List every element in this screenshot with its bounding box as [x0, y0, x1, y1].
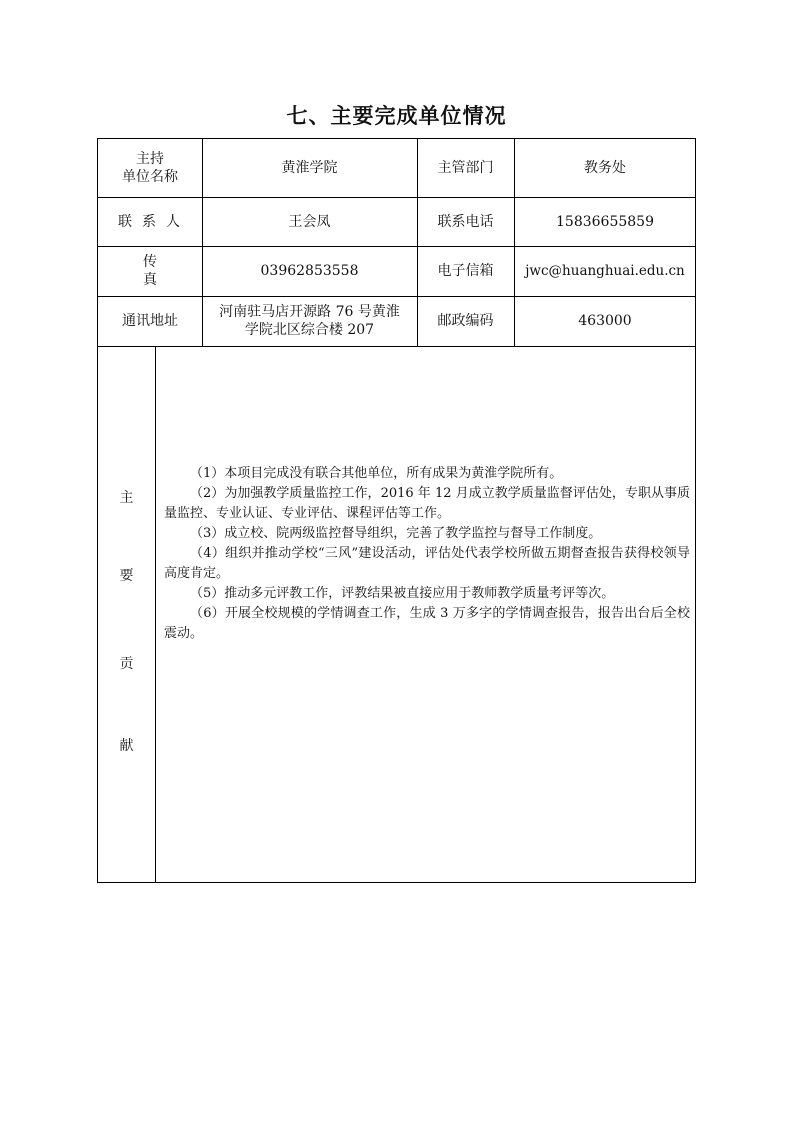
- fax-value: 03962853558: [260, 263, 359, 279]
- fax-label: 传真: [143, 254, 191, 288]
- contribution-item: （6）开展全校规模的学情调查工作，生成 3 万多字的学情调查报告，报告出台后全校震动。: [164, 606, 690, 641]
- department-value: 教务处: [584, 160, 626, 176]
- host-unit-label-line2: 单位名称: [122, 169, 178, 185]
- address-line1: 河南驻马店开源路 76 号黄淮: [219, 304, 400, 320]
- host-unit-value: 黄淮学院: [281, 160, 338, 176]
- contribution-item: （5）推动多元评教工作，评教结果被直接应用于教师教学质量考评等次。: [190, 586, 615, 601]
- postcode-value: 463000: [578, 313, 632, 329]
- host-unit-label-line1: 主持: [136, 151, 164, 167]
- unit-info-form: [97, 138, 696, 883]
- contribution-item: （3）成立校、院两级监控督导组织，完善了教学监控与督导工作制度。: [190, 526, 602, 541]
- phone-value: 15836655859: [556, 213, 654, 230]
- page-title: 七、主要完成单位情况: [286, 104, 507, 128]
- contribution-item: （1）本项目完成没有联合其他单位，所有成果为黄淮学院所有。: [190, 466, 563, 481]
- host-unit-label: [98, 139, 202, 197]
- column-divider: [155, 346, 156, 882]
- phone-label: 联系电话: [437, 213, 494, 230]
- address-value: [202, 296, 417, 346]
- department-label: 主管部门: [437, 160, 494, 176]
- address-line2: 学院北区综合楼 207: [244, 322, 375, 338]
- contribution-text: [164, 464, 690, 644]
- address-label: 通讯地址: [122, 313, 178, 329]
- email-value: jwc@huanghuai.edu.cn: [525, 263, 685, 279]
- contribution-label-char: 贡: [119, 656, 134, 672]
- email-label: 电子信箱: [437, 263, 494, 279]
- contribution-label-char: 要: [119, 568, 134, 584]
- contribution-label-char: 主: [119, 490, 134, 506]
- postcode-label: 邮政编码: [437, 313, 494, 329]
- contact-value: 王会凤: [288, 213, 331, 230]
- contribution-label-char: 献: [119, 738, 134, 754]
- contribution-item: （2）为加强教学质量监控工作，2016 年 12 月成立教学质量监督评估处，专职从事质量监控、专业认证、专业评估、课程评估等工作。: [164, 486, 690, 521]
- main-contribution-label: [98, 347, 155, 1107]
- row-divider: [98, 346, 695, 347]
- contribution-item: （4）组织并推动学校“三风”建设活动，评估处代表学校所做五期督查报告获得校领导高度肯定。: [164, 546, 690, 581]
- contact-label: 联系人: [118, 213, 190, 230]
